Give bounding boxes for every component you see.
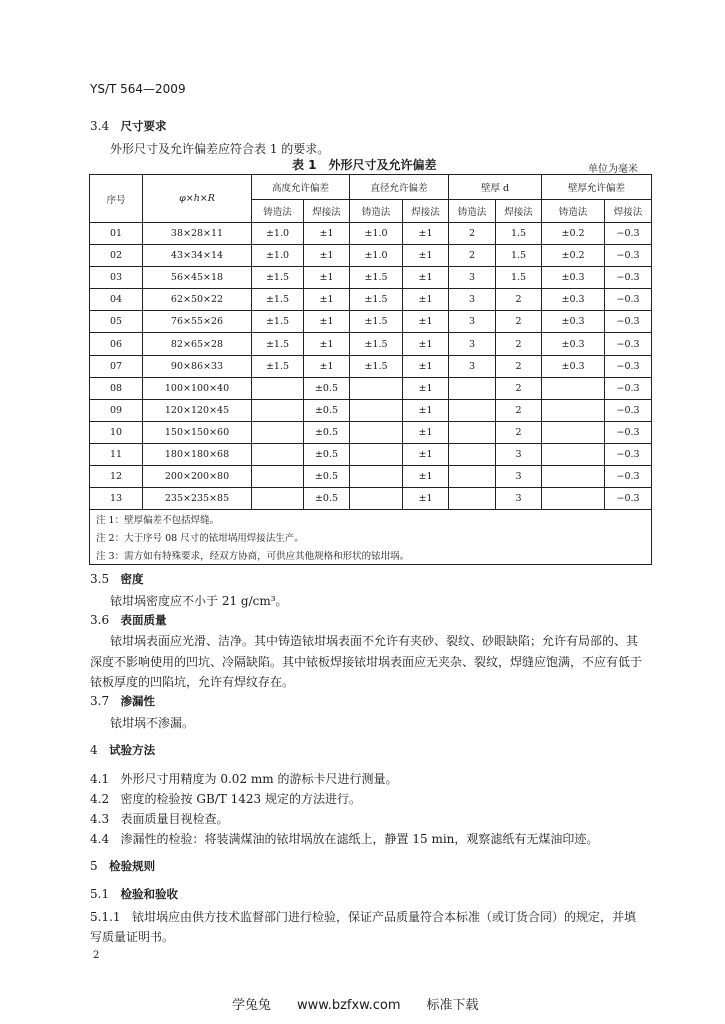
wall-tol-cast <box>542 399 605 421</box>
item-text: 铱坩埚应由供方技术监督部门进行检验，保证产品质量符合本标准（或订货合同）的规定，并填 <box>132 910 637 924</box>
wall-cast <box>449 488 496 510</box>
row-dims: 82×65×28 <box>143 333 252 355</box>
row-dims: 38×28×11 <box>143 223 252 245</box>
header-weld: 焊接法 <box>496 200 542 223</box>
row-no: 05 <box>90 311 143 333</box>
table-row <box>90 311 652 333</box>
row-no: 03 <box>90 267 143 289</box>
wall-tol-weld: −0.3 <box>605 355 652 377</box>
diameter-weld: ±1 <box>403 466 449 488</box>
row-dims: 62×50×22 <box>143 289 252 311</box>
table-note: 注 3：需方如有特殊要求，经双方协商，可供应其他规格和形状的铱坩埚。 <box>90 546 652 565</box>
footer-watermark: 学兔兔 www.bzfxw.com 标准下载 <box>232 998 479 1013</box>
header-height-tolerance: 高度允许偏差 <box>252 175 350 200</box>
diameter-weld: ±1 <box>403 355 449 377</box>
page-number: 2 <box>93 950 100 961</box>
document-header: YS/T 564—2009 <box>90 82 186 96</box>
diameter-weld: ±1 <box>403 311 449 333</box>
diameter-cast <box>350 488 403 510</box>
wall-cast <box>449 443 496 465</box>
section-title: 检验和验收 <box>120 887 179 901</box>
table-caption: 表 1 外形尺寸及允许偏差 <box>292 158 437 172</box>
wall-weld: 2 <box>496 421 542 443</box>
diameter-weld: ±1 <box>403 421 449 443</box>
section-5-1-1-text-cont: 写质量证明书。 <box>90 930 175 944</box>
row-no: 13 <box>90 488 143 510</box>
wall-cast: 3 <box>449 333 496 355</box>
wall-cast: 2 <box>449 245 496 267</box>
wall-tol-weld: −0.3 <box>605 488 652 510</box>
header-cast: 铸造法 <box>350 200 403 223</box>
header-wall-thickness: 壁厚 d <box>449 175 542 200</box>
wall-weld: 1.5 <box>496 223 542 245</box>
diameter-cast <box>350 421 403 443</box>
height-weld: ±1 <box>304 355 350 377</box>
table-row <box>90 333 652 355</box>
row-dims: 150×150×60 <box>143 421 252 443</box>
row-no: 07 <box>90 355 143 377</box>
height-cast <box>252 421 304 443</box>
wall-tol-weld: −0.3 <box>605 377 652 399</box>
header-weld: 焊接法 <box>403 200 449 223</box>
section-3-7-text: 铱坩埚不渗漏。 <box>110 716 195 730</box>
header-wall-tolerance: 壁厚允许偏差 <box>542 175 652 200</box>
wall-tol-cast: ±0.3 <box>542 289 605 311</box>
height-weld: ±1 <box>304 333 350 355</box>
row-no: 02 <box>90 245 143 267</box>
diameter-weld: ±1 <box>403 223 449 245</box>
diameter-weld: ±1 <box>403 289 449 311</box>
section-number: 3.6 <box>90 613 110 627</box>
height-weld: ±0.5 <box>304 399 350 421</box>
table-row <box>90 466 652 488</box>
table-row <box>90 421 652 443</box>
diameter-cast <box>350 443 403 465</box>
wall-tol-cast: ±0.3 <box>542 355 605 377</box>
wall-cast: 3 <box>449 267 496 289</box>
wall-tol-weld: −0.3 <box>605 245 652 267</box>
dimension-tolerance-table <box>89 174 652 565</box>
table-row <box>90 443 652 465</box>
row-no: 04 <box>90 289 143 311</box>
wall-tol-weld: −0.3 <box>605 267 652 289</box>
diameter-weld: ±1 <box>403 488 449 510</box>
height-weld: ±1 <box>304 311 350 333</box>
row-dims: 76×55×26 <box>143 311 252 333</box>
wall-tol-cast: ±0.3 <box>542 311 605 333</box>
wall-weld: 1.5 <box>496 267 542 289</box>
table-row <box>90 355 652 377</box>
table-row <box>90 223 652 245</box>
wall-weld: 3 <box>496 466 542 488</box>
row-no: 06 <box>90 333 143 355</box>
wall-tol-weld: −0.3 <box>605 466 652 488</box>
table-row <box>90 245 652 267</box>
diameter-weld: ±1 <box>403 443 449 465</box>
row-dims: 180×180×68 <box>143 443 252 465</box>
wall-tol-cast <box>542 377 605 399</box>
wall-cast <box>449 466 496 488</box>
section-title: 密度 <box>120 572 144 586</box>
section-number: 5.1 <box>90 887 110 901</box>
item-text: 表面质量目视检查。 <box>120 812 229 826</box>
section-5-1-heading <box>90 886 178 902</box>
height-weld: ±0.5 <box>304 443 350 465</box>
diameter-weld: ±1 <box>403 267 449 289</box>
height-weld: ±0.5 <box>304 466 350 488</box>
wall-weld: 2 <box>496 333 542 355</box>
wall-tol-weld: −0.3 <box>605 311 652 333</box>
item-number: 4.1 <box>90 772 110 786</box>
table-note: 注 2：大于序号 08 尺寸的铱坩埚用焊接法生产。 <box>90 528 652 546</box>
row-no: 10 <box>90 421 143 443</box>
wall-cast <box>449 421 496 443</box>
item-text: 外形尺寸用精度为 0.02 mm 的游标卡尺进行测量。 <box>120 772 398 786</box>
table-row <box>90 289 652 311</box>
wall-cast: 2 <box>449 223 496 245</box>
wall-tol-cast <box>542 466 605 488</box>
height-cast <box>252 466 304 488</box>
row-no: 11 <box>90 443 143 465</box>
section-3-5-heading <box>90 571 144 587</box>
item-number: 5.1.1 <box>90 910 121 924</box>
section-3-6-line: 铱坩埚表面应光滑、洁净。其中铸造铱坩埚表面不允许有夹砂、裂纹、砂眼缺陷；允许有局部的、其 <box>110 634 639 648</box>
section-number: 3.7 <box>90 694 110 708</box>
height-cast: ±1.5 <box>252 289 304 311</box>
wall-tol-weld: −0.3 <box>605 399 652 421</box>
section-5-heading <box>90 858 155 874</box>
height-cast: ±1.5 <box>252 333 304 355</box>
section-3-7-heading <box>90 693 155 709</box>
wall-cast <box>449 377 496 399</box>
wall-weld: 2 <box>496 311 542 333</box>
diameter-cast: ±1.5 <box>350 355 403 377</box>
section-3-6-heading <box>90 612 167 628</box>
header-cast: 铸造法 <box>449 200 496 223</box>
wall-tol-weld: −0.3 <box>605 223 652 245</box>
diameter-cast: ±1.0 <box>350 223 403 245</box>
height-weld: ±0.5 <box>304 377 350 399</box>
section-4-heading <box>90 742 155 758</box>
height-cast <box>252 377 304 399</box>
wall-weld: 3 <box>496 488 542 510</box>
height-cast <box>252 488 304 510</box>
wall-weld: 2 <box>496 377 542 399</box>
header-no: 序号 <box>90 175 143 223</box>
wall-weld: 2 <box>496 289 542 311</box>
row-dims: 56×45×18 <box>143 267 252 289</box>
section-number: 3.5 <box>90 572 110 586</box>
item-number: 4.4 <box>90 832 110 846</box>
section-title: 渗漏性 <box>120 694 156 708</box>
height-cast: ±1.5 <box>252 311 304 333</box>
height-cast: ±1.5 <box>252 355 304 377</box>
section-title: 试验方法 <box>109 743 156 757</box>
wall-tol-cast: ±0.2 <box>542 223 605 245</box>
section-title: 尺寸要求 <box>120 119 167 133</box>
wall-cast: 3 <box>449 289 496 311</box>
wall-tol-cast: ±0.3 <box>542 267 605 289</box>
section-number: 5 <box>90 859 98 873</box>
row-no: 12 <box>90 466 143 488</box>
height-cast <box>252 399 304 421</box>
wall-tol-cast: ±0.3 <box>542 333 605 355</box>
header-weld: 焊接法 <box>304 200 350 223</box>
test-item <box>90 810 229 827</box>
height-weld: ±1 <box>304 267 350 289</box>
diameter-cast: ±1.5 <box>350 311 403 333</box>
row-no: 01 <box>90 223 143 245</box>
header-dims: φ×h×R <box>143 175 252 223</box>
header-cast: 铸造法 <box>542 200 605 223</box>
row-dims: 43×34×14 <box>143 245 252 267</box>
section-3-6-line: 深度不影响使用的凹坑、冷隔缺陷。其中铱板焊接铱坩埚表面应无夹杂、裂纹，焊缝应饱满，不应有低于 <box>90 655 643 669</box>
row-dims: 120×120×45 <box>143 399 252 421</box>
height-cast: ±1.0 <box>252 223 304 245</box>
diameter-cast <box>350 466 403 488</box>
wall-tol-cast <box>542 488 605 510</box>
table-row <box>90 377 652 399</box>
wall-tol-weld: −0.3 <box>605 333 652 355</box>
wall-cast: 3 <box>449 355 496 377</box>
header-cast: 铸造法 <box>252 200 304 223</box>
wall-weld: 1.5 <box>496 245 542 267</box>
section-3-5-text: 铱坩埚密度应不小于 21 g/cm³。 <box>110 594 288 608</box>
height-weld: ±1 <box>304 223 350 245</box>
wall-tol-weld: −0.3 <box>605 443 652 465</box>
height-weld: ±0.5 <box>304 421 350 443</box>
diameter-cast: ±1.5 <box>350 333 403 355</box>
height-cast: ±1.5 <box>252 267 304 289</box>
item-text: 密度的检验按 GB/T 1423 规定的方法进行。 <box>120 792 361 806</box>
height-weld: ±0.5 <box>304 488 350 510</box>
item-text: 渗漏性的检验：将装满煤油的铱坩埚放在滤纸上，静置 15 min，观察滤纸有无煤油印迹。 <box>120 832 599 846</box>
table-row <box>90 488 652 510</box>
section-number: 3.4 <box>90 119 110 133</box>
row-dims: 90×86×33 <box>143 355 252 377</box>
wall-tol-cast <box>542 421 605 443</box>
section-title: 检验规则 <box>109 859 156 873</box>
diameter-weld: ±1 <box>403 377 449 399</box>
section-title: 表面质量 <box>120 613 167 627</box>
wall-tol-cast <box>542 443 605 465</box>
table-unit: 单位为毫米 <box>588 164 638 175</box>
height-cast: ±1.0 <box>252 245 304 267</box>
height-cast <box>252 443 304 465</box>
test-item <box>90 770 397 787</box>
wall-cast: 3 <box>449 311 496 333</box>
header-weld: 焊接法 <box>605 200 652 223</box>
row-dims: 200×200×80 <box>143 466 252 488</box>
wall-weld: 2 <box>496 399 542 421</box>
section-3-6-line: 铱板厚度的凹陷坑，允许有焊纹存在。 <box>90 675 295 689</box>
wall-tol-weld: −0.3 <box>605 289 652 311</box>
header-diameter-tolerance: 直径允许偏差 <box>350 175 449 200</box>
table-row <box>90 399 652 421</box>
section-3-4-text: 外形尺寸及允许偏差应符合表 1 的要求。 <box>110 142 330 156</box>
wall-tol-weld: −0.3 <box>605 421 652 443</box>
diameter-weld: ±1 <box>403 399 449 421</box>
row-dims: 100×100×40 <box>143 377 252 399</box>
test-item <box>90 790 361 807</box>
diameter-weld: ±1 <box>403 333 449 355</box>
wall-tol-cast: ±0.2 <box>542 245 605 267</box>
row-no: 09 <box>90 399 143 421</box>
diameter-cast <box>350 399 403 421</box>
test-item <box>90 830 598 847</box>
diameter-cast: ±1.0 <box>350 245 403 267</box>
diameter-cast: ±1.5 <box>350 267 403 289</box>
diameter-weld: ±1 <box>403 245 449 267</box>
height-weld: ±1 <box>304 289 350 311</box>
wall-weld: 2 <box>496 355 542 377</box>
section-5-1-1-text <box>90 908 636 925</box>
section-number: 4 <box>90 743 98 757</box>
row-no: 08 <box>90 377 143 399</box>
table-row <box>90 267 652 289</box>
diameter-cast <box>350 377 403 399</box>
diameter-cast: ±1.5 <box>350 289 403 311</box>
height-weld: ±1 <box>304 245 350 267</box>
section-3-4-heading <box>90 118 167 134</box>
item-number: 4.3 <box>90 812 110 826</box>
wall-weld: 3 <box>496 443 542 465</box>
row-dims: 235×235×85 <box>143 488 252 510</box>
table-note: 注 1：壁厚偏差不包括焊缝。 <box>90 510 652 529</box>
item-number: 4.2 <box>90 792 110 806</box>
wall-cast <box>449 399 496 421</box>
